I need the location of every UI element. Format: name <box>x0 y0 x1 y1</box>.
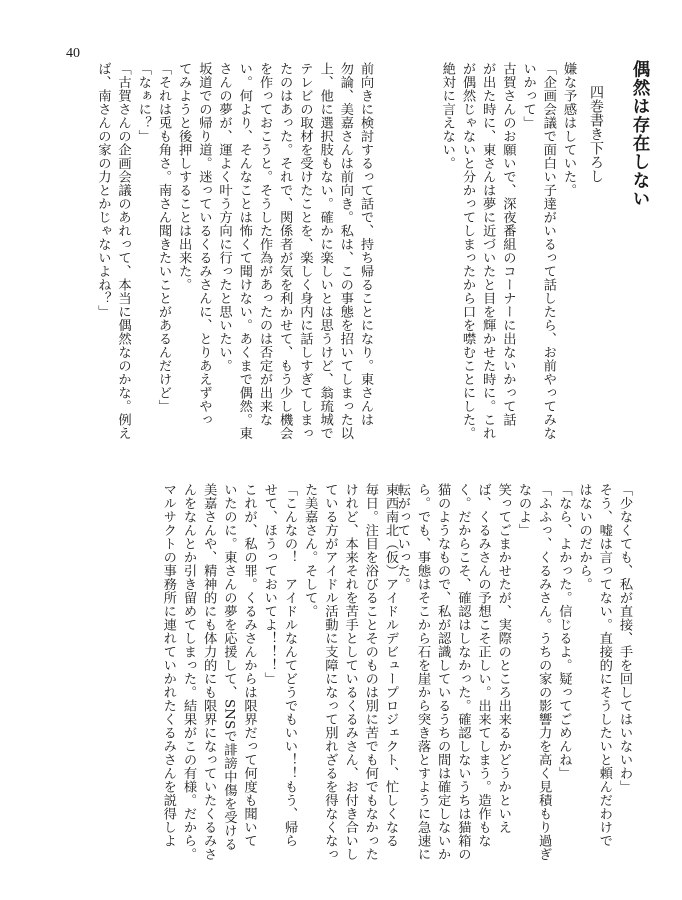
body-paragraph-lower-left: 東西南北（仮）アイドルデビュープロジェクト、忙しくなる 毎日。注目を浴びることそのものは別に苦でも何でもなかった けれど、本来それを苦手としているくるみさん、お付き合いし ている方がアイドル活動に支障になって別れざるを得なくなっ た美嘉さん。そして。 「こんなの！ アイドルなんてどうでもいい！！もう、帰ら せて、ほうっておいてよ！！！」 これが、私の罪。くるみさんからは限界だって何度も聞いて いたのに。東さんの夢を応援して、SNSで誹謗中傷を受ける 美嘉さんや、精神的にも体力的にも限界になっていたくるみさ んをなんとか引き留めてしまった。結果がこの有様。だから。 マルサクトの事務所に連れていかれたくるみさんを説得しよ <box>160 483 398 861</box>
chapter-subtitle: 四巻書き下ろし <box>588 85 604 183</box>
body-paragraph-upper-right: 嫌な予感はしていた。 「企画会議で面白い子達がいるって話したら、お前やってみな いかって」 古賀さんのお願いで、深夜番組のコーナーに出ないかって話 が出た時に、東さんは夢に近づいたと目を輝かせた時に。これ が偶然じゃないと分かってしまったから口を噤むことにした。 絶対に言えない。 <box>439 62 576 440</box>
chapter-title: 偶然は存在しない <box>630 60 650 208</box>
page-number: 40 <box>66 46 80 61</box>
body-paragraph-lower-right: 「少なくても、私が直接、手を回してはいないわ」 そう、嘘は言ってない。直接的にそうしたいと頼んだわけで はないのだから。 「なら、よかった。信じるよ。疑ってごめんね」 「ふふっ、くるみさん。うちの家の影響力を高く見積もり過ぎ なのよ」 笑ってごまかせたが、実際のところ出来るかどうかといえ ば、くるみさんの予想こそ正しい。出来てしまう。造作もな く。だからこそ、確認はしなかった。確認しないうちは猫箱の 猫のようなもので、私が認識しているうちの間は確定しないか ら。でも、事態はそこから石を崖から突き落とすように急速に 転がっていった。 <box>394 483 632 861</box>
body-paragraph-upper-left: 前向きに検討するって話で、持ち帰ることになり。東さんは 勿論、美嘉さんは前向き。私は、この事態を招いてしまった以 上、他に選択肢もない。確かに楽しいとは思うけど、翁琉城で テレビの取材を受けたことを、楽しく身内に話しすぎてしまっ たのはあった。それで、関係者が気を利かせて、もう少し機会 を作っておこうと。そうした作為があったのは否定が出来な い。何より、そんなことは怖くて聞けない。あくまで偶然。東 さんの夢が、運よく叶う方向に行ったと思いたい。 坂道での帰り道。迷っているくるみさんに、とりあえずやっ てみようと後押しすることは出来た。 「それは兎も角さ。南さん聞きたいことがあるんだけど」 「なぁに？」 「古賀さんの企画会議のあれって、本当に偶然なのかな。例え ば、南さんの家の力とかじゃないよね？」 <box>95 62 373 440</box>
